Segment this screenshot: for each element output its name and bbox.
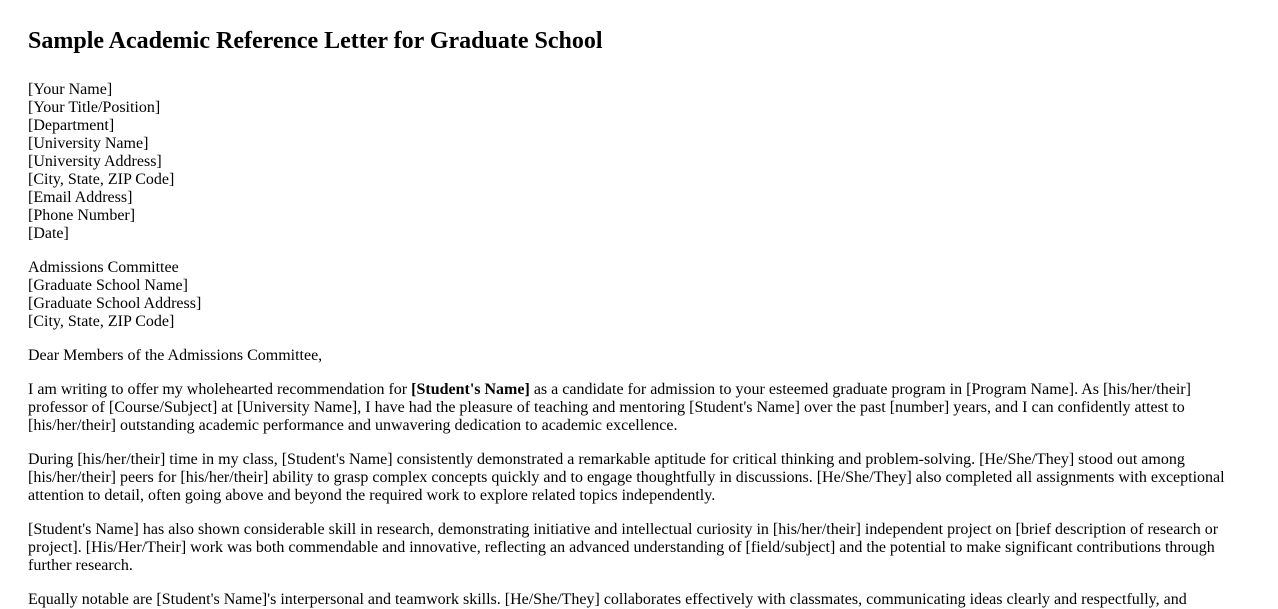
sender-department: [Department] [28,117,115,134]
sender-name: [Your Name] [28,81,113,98]
paragraph-research: [Student's Name] has also shown considerable skill in research, demonstrating initiative and intellectual curiosity in [his/her/their] independent project on [brief description of research or project]. [His/Her/Their] work was both commendable and innovative, reflecting an advanced understanding of [field/subject] and the potential to make significant contributions through further research. [28,521,1219,574]
sender-university-address: [University Address] [28,153,162,170]
recipient-city-state-zip: [City, State, ZIP Code] [28,313,175,330]
sender-email: [Email Address] [28,189,133,206]
letter-date: [Date] [28,225,69,242]
recipient-address-block [28,259,1230,331]
paragraph-interpersonal: Equally notable are [Student's Name]'s interpersonal and teamwork skills. [He/She/They] collaborates effectively with classmates, communicating ideas clearly and respectfully, and [28,591,1187,608]
paragraph-academic: During [his/her/their] time in my class, [Student's Name] consistently demonstrated a remarkable aptitude for critical thinking and problem-solving. [He/She/They] stood out among [his/her/their] peers for [his/her/their] ability to grasp complex concepts quickly and to engage thoughtfully in discussions. [He/She/They] also completed all assignments with exceptional attention to detail, often going above and beyond the required work to explore related topics independently. [28,451,1225,504]
sender-city-state-zip: [City, State, ZIP Code] [28,171,175,188]
sender-address-block [28,81,1230,243]
salutation: Dear Members of the Admissions Committee, [28,347,323,364]
paragraph-intro-rest: as a candidate for admission to your esteemed graduate program in [Program Name]. As [his/her/their] professor of [Course/Subject] at [University Name], I have had the pleasure of teaching and mentoring [Student's Name] over the past [number] years, and I can confidently attest to [his/her/their] outstanding academic performance and unwavering dedication to academic excellence. [28,381,1191,434]
paragraph-intro [28,381,1230,435]
page-title: Sample Academic Reference Letter for Graduate School [28,28,603,54]
student-name-bold: [Student's Name] [411,381,530,398]
recipient-school-address: [Graduate School Address] [28,295,202,312]
sender-university: [University Name] [28,135,149,152]
paragraph-intro-start: I am writing to offer my wholehearted recommendation for [28,381,412,398]
sender-title: [Your Title/Position] [28,99,161,116]
sender-phone: [Phone Number] [28,207,136,224]
recipient-committee: Admissions Committee [28,259,179,276]
recipient-school-name: [Graduate School Name] [28,277,188,294]
